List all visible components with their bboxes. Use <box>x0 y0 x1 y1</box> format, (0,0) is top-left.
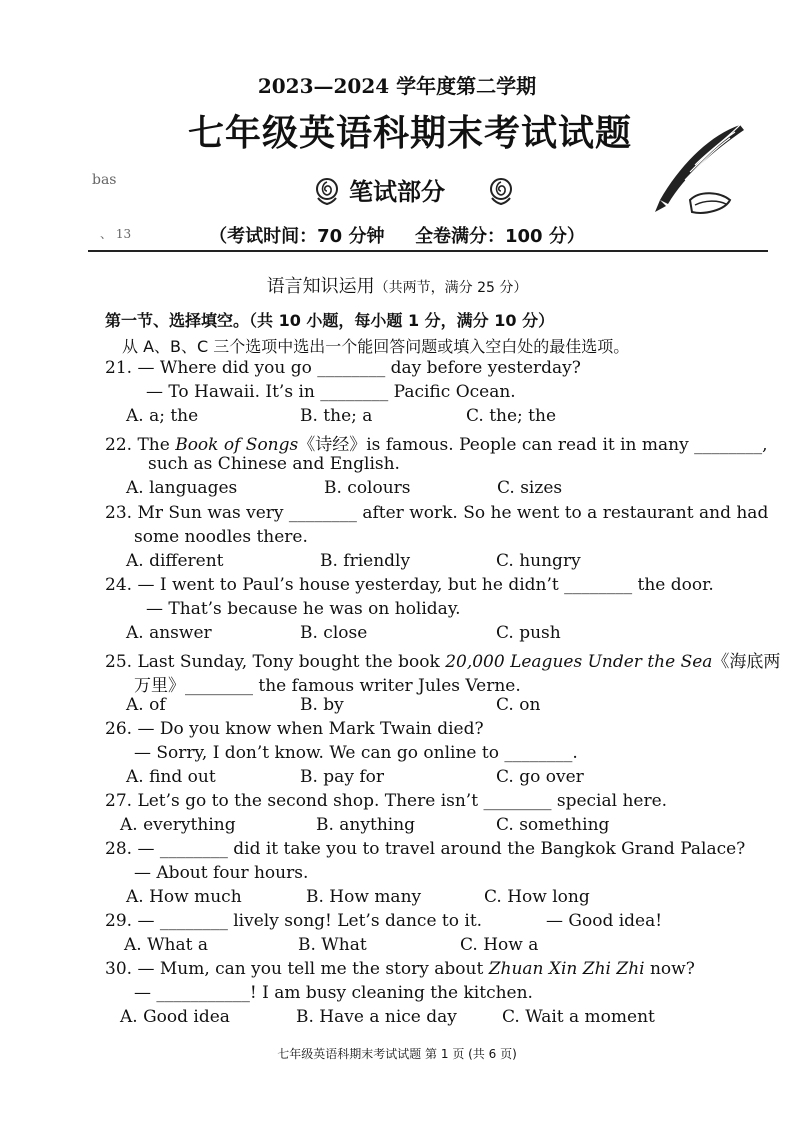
question-text: 22. The <box>105 435 176 455</box>
question-text: 《诗经》is famous. People can read it in many ________, <box>298 435 768 455</box>
question-25-line2: 万里》________ the famous writer Jules Verne. <box>134 676 521 696</box>
question-21-line2: — To Hawaii. It’s in ________ Pacific Ocean. <box>146 382 516 402</box>
question-25 <box>105 647 780 672</box>
option-a: A. What a <box>124 935 209 955</box>
option-c: C. sizes <box>497 478 563 498</box>
option-a: A. How much <box>126 887 242 907</box>
question-23-line2: some noodles there. <box>134 527 308 547</box>
section-title: 语言知识运用 <box>266 276 375 297</box>
part-heading: 第一节、选择填空。（共 10 小题，每小题 1 分，满分 10 分） <box>105 311 555 330</box>
option-b: B. the; a <box>300 406 373 426</box>
option-c: C. Wait a moment <box>502 1007 655 1027</box>
option-a: A. find out <box>126 767 216 787</box>
option-a: A. different <box>126 551 224 571</box>
option-c: C. go over <box>496 767 584 787</box>
option-a: A. a; the <box>126 406 199 426</box>
question-22-line2: such as Chinese and English. <box>148 454 400 474</box>
option-a: A. everything <box>120 815 236 835</box>
question-28: 28. — ________ did it take you to travel around the Bangkok Grand Palace? <box>105 839 746 859</box>
question-text: now? <box>644 959 695 979</box>
option-b: B. colours <box>324 478 411 498</box>
question-28-line2: — About four hours. <box>134 863 309 883</box>
option-b: B. friendly <box>320 551 411 571</box>
option-c: C. on <box>496 695 541 715</box>
option-b: B. pay for <box>300 767 384 787</box>
question-27: 27. Let’s go to the second shop. There isn’t ________ special here. <box>105 791 668 811</box>
question-italic: Book of Songs <box>175 435 299 455</box>
option-c: C. the; the <box>466 406 557 426</box>
divider <box>88 250 768 252</box>
option-c: C. How a <box>460 935 539 955</box>
page-title: 七年级英语科期末考试试题 <box>187 113 632 154</box>
part-instruction: 从 A、B、C 三个选项中选出一个能回答问题或填入空白处的最佳选项。 <box>122 337 630 356</box>
option-c: C. How long <box>484 887 590 907</box>
option-b: B. by <box>300 695 344 715</box>
school-year: 2023—2024 学年度第二学期 <box>257 74 537 98</box>
question-26-line2: — Sorry, I don’t know. We can go online to ________. <box>134 743 578 763</box>
question-24-line2: — That’s because he was on holiday. <box>146 599 461 619</box>
margin-mark: 、 13 <box>100 227 132 241</box>
section-note: （共两节，满分 25 分） <box>374 280 528 296</box>
option-a: A. of <box>126 695 166 715</box>
question-26: 26. — Do you know when Mark Twain died? <box>105 719 484 739</box>
section-heading <box>0 272 794 298</box>
option-a: A. answer <box>126 623 212 643</box>
question-21: 21. — Where did you go ________ day before yesterday? <box>105 358 581 378</box>
section-subtitle: 笔试部分 <box>349 178 445 206</box>
option-b: B. Have a nice day <box>296 1007 457 1027</box>
page-footer: 七年级英语科期末考试试题 第 1 页 (共 6 页) <box>277 1047 517 1061</box>
question-italic: Zhuan Xin Zhi Zhi <box>488 959 645 979</box>
question-30-line2: — ___________! I am busy cleaning the kitchen. <box>134 983 533 1003</box>
question-text: 30. — Mum, can you tell me the story about <box>105 959 489 979</box>
margin-mark: bas <box>92 172 117 188</box>
option-b: B. What <box>298 935 367 955</box>
rose-icon <box>486 176 516 206</box>
option-a: A. languages <box>126 478 238 498</box>
question-29: 29. — ________ lively song! Let’s dance to it. <box>105 911 483 931</box>
question-italic: 20,000 Leagues Under the Sea <box>445 652 713 672</box>
exam-time-info: （考试时间：70 分钟 全卷满分：100 分） <box>209 226 585 247</box>
option-b: B. anything <box>316 815 416 835</box>
question-text: 《海底两 <box>712 652 781 672</box>
question-30 <box>105 959 695 979</box>
option-c: C. hungry <box>496 551 581 571</box>
option-a: A. Good idea <box>120 1007 230 1027</box>
question-text: 25. Last Sunday, Tony bought the book <box>105 652 446 672</box>
question-24: 24. — I went to Paul’s house yesterday, but he didn’t ________ the door. <box>105 575 714 595</box>
question-29-reply: — Good idea! <box>546 911 663 931</box>
question-22 <box>105 430 768 455</box>
option-c: C. something <box>496 815 610 835</box>
question-23: 23. Mr Sun was very ________ after work. So he went to a restaurant and had <box>105 503 769 523</box>
option-b: B. How many <box>306 887 422 907</box>
option-b: B. close <box>300 623 368 643</box>
option-c: C. push <box>496 623 561 643</box>
